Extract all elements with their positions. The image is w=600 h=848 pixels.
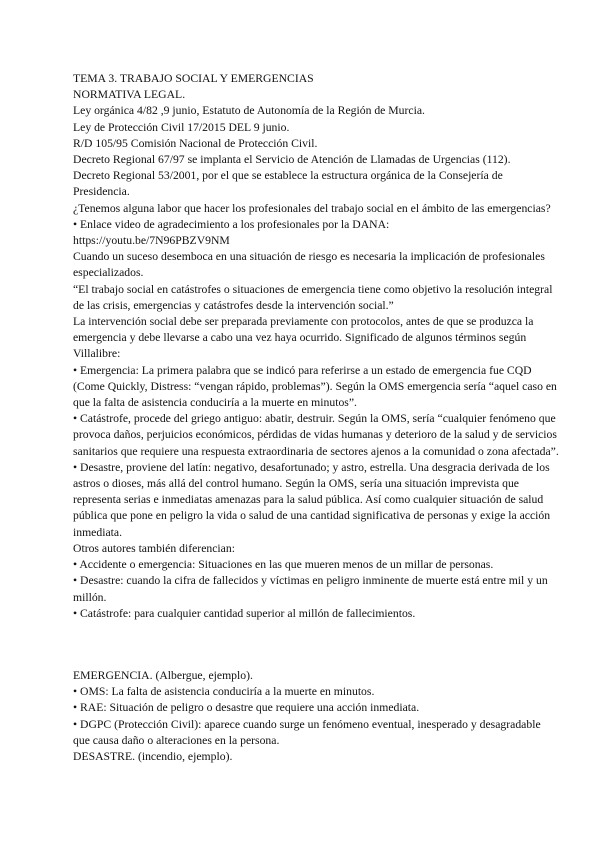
question-paragraph: ¿Tenemos alguna labor que hacer los profesionales del trabajo social en el ámbito de las emergencias? bbox=[73, 201, 551, 215]
term-emergencia: • Emergencia: La primera palabra que se indicó para referirse a un estado de emergencia fue CQD (Come Quickly, Distress: “vengan rápido, problemas”). Según la OMS emergencia sería “aquel caso en que la falta de asistencia conduciría a la muerte en minutos”. bbox=[73, 363, 560, 410]
emergencia-item: • RAE: Situación de peligro o desastre que requiere una acción inmediata. bbox=[73, 701, 420, 715]
video-bullet: • Enlace video de agradecimiento a los profesionales por la DANA: bbox=[73, 217, 390, 231]
prepared-paragraph: La intervención social debe ser preparada previamente con protocolos, antes de que se produzca la emergencia y debe llevarse a cabo una vez haya ocurrido. Significado de algunos términos según Villalibre: bbox=[73, 315, 537, 361]
law-item: Ley orgánica 4/82 ,9 junio, Estatuto de Autonomía de la Región de Murcia. bbox=[73, 104, 425, 118]
law-item: Decreto Regional 53/2001, por el que se establece la estructura orgánica de la Consejería de Presidencia. bbox=[73, 169, 506, 199]
intro-paragraph: Cuando un suceso desemboca en una situación de riesgo es necesaria la implicación de profesionales especializados. bbox=[73, 250, 548, 280]
section-spacer bbox=[73, 622, 560, 668]
video-link[interactable]: https://youtu.be/7N96PBZV9NM bbox=[73, 234, 230, 248]
others-item: • Catástrofe: para cualquier cantidad superior al millón de fallecimientos. bbox=[73, 606, 416, 620]
others-item: • Accidente o emergencia: Situaciones en las que mueren menos de un millar de personas. bbox=[73, 558, 494, 572]
document-title: TEMA 3. TRABAJO SOCIAL Y EMERGENCIAS bbox=[73, 72, 314, 85]
quote-paragraph: “El trabajo social en catástrofes o situaciones de emergencia tiene como objetivo la resolución integral de las crisis, emergencias y catástrofes desde la intervención social.” bbox=[73, 282, 556, 312]
law-item: Ley de Protección Civil 17/2015 DEL 9 junio. bbox=[73, 120, 290, 134]
normativa-heading: NORMATIVA LEGAL. bbox=[73, 88, 186, 102]
law-item: Decreto Regional 67/97 se implanta el Servicio de Atención de Llamadas de Urgencias (112). bbox=[73, 153, 511, 167]
term-desastre: • Desastre, proviene del latín: negativo, desafortunado; y astro, estrella. Una desgracia derivada de los astros o dioses, más allá del control humano. Según la OMS, sería una situación imprevista que representa serias e inmediatas amenazas para la salud pública. Así como cualquier situación de salud pública que pone en peligro la vida o salud de una cantidad significativa de personas y exige la acción inmediata. bbox=[73, 460, 553, 539]
law-item: R/D 105/95 Comisión Nacional de Protección Civil. bbox=[73, 136, 318, 150]
term-catastrofe: • Catástrofe, procede del griego antiguo: abatir, destruir. Según la OMS, sería “cualquier fenómeno que provoca daños, perjuicios económicos, pérdidas de vidas humanas y deterioro de la salud y de servicios sanitarios que requiere una respuesta extraordinaria de sectores ajenos a la comunidad o zona afectada”. bbox=[73, 412, 560, 458]
emergencia-item: • OMS: La falta de asistencia conduciría a la muerte en minutos. bbox=[73, 685, 375, 699]
desastre-heading: DESASTRE. (incendio, ejemplo). bbox=[73, 749, 233, 763]
emergencia-item: • DGPC (Protección Civil): aparece cuando surge un fenómeno eventual, inesperado y desagradable que causa daño o alteraciones en la persona. bbox=[73, 717, 544, 747]
emergencia-heading: EMERGENCIA. (Albergue, ejemplo). bbox=[73, 668, 253, 682]
others-heading: Otros autores también diferencian: bbox=[73, 541, 235, 555]
others-item: • Desastre: cuando la cifra de fallecidos y víctimas en peligro inminente de muerte está entre mil y un millón. bbox=[73, 574, 551, 604]
